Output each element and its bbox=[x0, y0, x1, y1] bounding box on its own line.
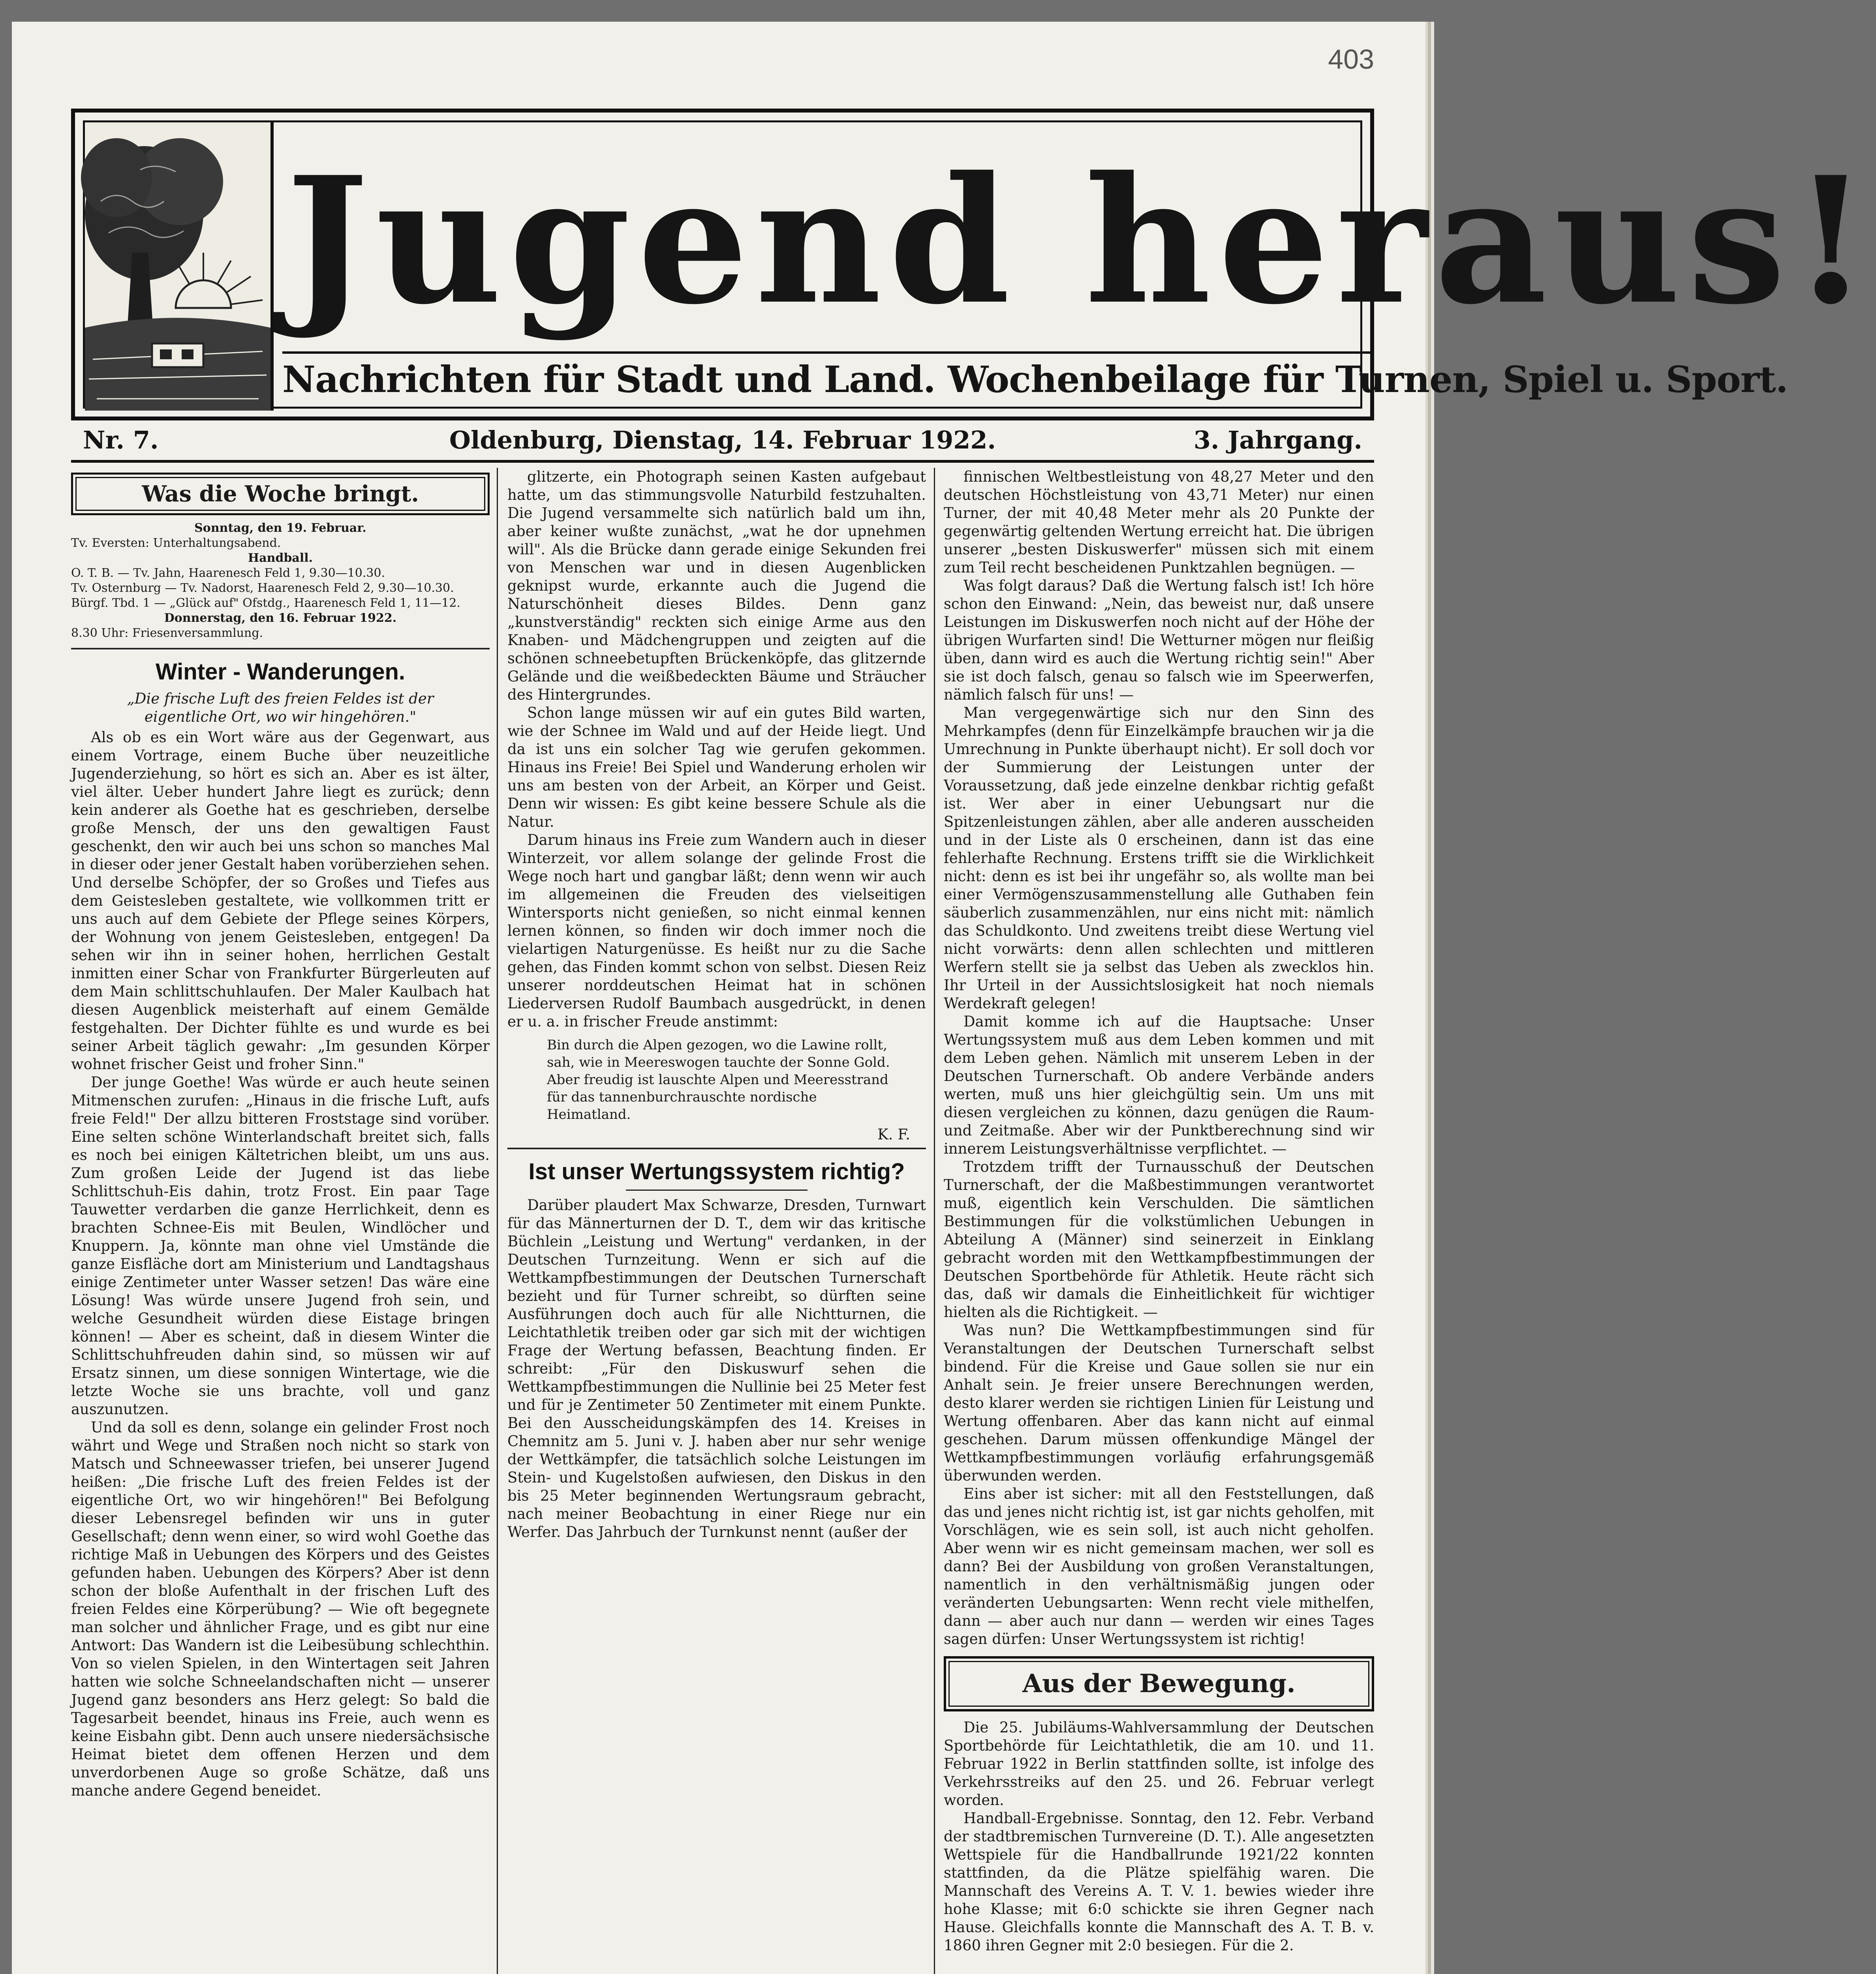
column-3 bbox=[944, 468, 1374, 1974]
news-box-title: Aus der Bewegung. bbox=[948, 1661, 1369, 1707]
article-paragraph: Der junge Goethe! Was würde er auch heute seinen Mitmenschen zurufen: „Hinaus in die frische Luft, aufs freie Feld!" Der allzu bitteren Froststage sind vorüber. Eine selten schöne Winterlandschaft breitet sich, falls es noch bei einigen Kältetrichen bleibt, um uns aus. Zum großen Leide der Jugend ist das liebe Schlittschuh-Eis dahin, trotz Frost. Ein paar Tage Tauwetter verdarben die ganze Herrlichkeit, denn es brachten Schnee-Eis mit Beulen, Windlöcher und Knuppern. Ja, könnte man ohne viel Umstände die ganze Eisfläche dort am Ministerium und Landtagshaus einige Zentimeter unter Wasser setzen! Das wäre eine Lösung! Was würde unsere Jugend froh sein, und welche Gesundheit würden diese Eistage bringen können! — Aber es scheint, daß in diesem Winter die Schlittschuhfreuden dahin sind, so müssen wir auf Ersatz sinnen, um diese sonnigen Wintertage, wie die letzte Woche sie uns brachte, voll und ganz auszunutzen. bbox=[71, 1074, 490, 1418]
schedule-line: Donnerstag, den 16. Februar 1922. bbox=[164, 611, 397, 625]
article-paragraph: Die 25. Jubiläums-Wahlversammlung der Deutschen Sportbehörde für Leichtathletik, die am 10. und 11. Februar 1922 in Berlin stattfinden sollte, ist infolge des Verkehrsstreiks auf den 25. und 26. Februar verlegt worden. bbox=[944, 1719, 1374, 1809]
masthead-title: Jugend heraus! bbox=[286, 139, 1876, 343]
schedule-line: Sonntag, den 19. Februar. bbox=[194, 521, 366, 535]
column-rule bbox=[934, 468, 935, 1974]
newspaper-page bbox=[12, 22, 1876, 1974]
column-rule bbox=[497, 468, 498, 1974]
week-schedule bbox=[71, 521, 490, 641]
week-box-title: Was die Woche bringt. bbox=[75, 477, 485, 511]
article-paragraph: Trotzdem trifft der Turnausschuß der Deutschen Turnerschaft, der die Maßbestimmungen verantwortet muß, eigentlich kein Verschulden. Die sämtlichen Bestimmungen für die volkstümlichen Uebungen in Abteilung A (Männer) sind seinerzeit in Einklang gebracht worden mit den Wettkampfbestimmungen der Deutschen Sportbehörde für Athletik. Heute rächt sich das, daß wir damals die Einheitlichkeit für wichtiger hielten als die Richtigkeit. — bbox=[944, 1158, 1374, 1321]
article-paragraph: glitzerte, ein Photograph seinen Kasten aufgebaut hatte, um das stimmungsvolle Naturbild festzuhalten. Die Jugend versammelte sich natürlich bald um ihn, aber keiner wußte zunächst, „wat he dor upnehmen will". Als die Brücke dann gerade einige Sekunden frei von Menschen war und in diesen Augenblicken geknipst wurde, erkannte auch die Jugend die Naturschönheit dieses Bildes. Denn ganz „kunstverständig" reckten sich einige Arme aus den Knaben- und Mädchengruppen und zeigten auf die schönen schneebetupften Brückenköpfe, das glitzernde Gelände und die weißbedeckten Bäume und Sträucher des Hintergrundes. bbox=[507, 468, 926, 703]
article-title: Ist unser Wertungssystem richtig? bbox=[528, 1159, 905, 1184]
article-paragraph: Darum hinaus ins Freie zum Wandern auch in dieser Winterzeit, vor allem solange der gelinde Frost die Wege noch hart und gangbar läßt; denn wenn wir auch im allgemeinen die Freuden des vielseitigen Wintersports nicht genießen, so nicht einmal kennen lernen können, so finden wir doch immer noch die vielartigen Naturgenüsse. Es heißt nur zu die Sache gehen, das Finden kommt schon von selbst. Diesen Reiz unserer norddeutschen Heimat hat in schönen Liederversen Rudolf Baumbach ausgedrückt, in denen er u. a. in frischer Freude anstimmt: bbox=[507, 831, 926, 1030]
schedule-line: Tv. Eversten: Unterhaltungsabend. bbox=[71, 536, 281, 550]
article-paragraph: Was nun? Die Wettkampfbestimmungen sind für Veranstaltungen der Deutschen Turnerschaft selbst bindend. Für die Kreise und Gaue sollen sie nur ein Anhalt sein. Je freier unsere Berechnungen werden, desto klarer werden sie richtigen Linien für Leistung und Wertung offenbaren. Aber das kann nicht auf einmal geschehen. Darum müssen offenkundige Mängel der Wettkampfbestimmungen vorläufig erfahrungsgemäß überwunden werden. bbox=[944, 1322, 1374, 1484]
schedule-line: Tv. Osternburg — Tv. Nadorst, Haarenesch Feld 2, 9.30—10.30. bbox=[71, 581, 454, 595]
article-paragraph: Und da soll es denn, solange ein gelinder Frost noch währt und Wege und Straßen noch nicht so stark von Matsch und Schneewasser triefen, bei unserer Jugend heißen: „Die frische Luft des freien Feldes ist der eigentliche Ort, wo wir hingehören!" Bei Befolgung dieser Lebensregel befinden wir uns in guter Gesellschaft; denn wenn einer, so wird wohl Goethe das richtige Maß in Uebungen des Körpers und des Geistes gefunden haben. Uebungen des Körpers? Aber ist denn schon der bloße Aufenthalt in der frischen Luft des freien Feldes eine Körperübung? — Wie oft begegnete man solcher und ähnlicher Frage, und es gibt nur eine Antwort: Das Wandern ist die Leibesübung schlechthin. Von so vielen Spielen, in den Wintertagen seit Jahren hatten wie solche Schneelandschaften nicht — unserer Jugend ganz besonders ans Herz gelegt: So bald die Tagesarbeit beendet, hinaus ins Freie, auch wenn es keine Eisbahn gibt. Denn auch unsere niedersächsische Heimat bietet dem offenen Herzen und dem unverdorbenen Auge so große Schätze, daß uns manche andere Gegend beneidet. bbox=[71, 1419, 490, 1799]
poem-line: Aber freudig ist lauschte Alpen und Meeresstrand bbox=[547, 1072, 888, 1088]
news-box bbox=[944, 1656, 1374, 1711]
article-paragraph: finnischen Weltbestleistung von 48,27 Meter und den deutschen Höchstleistung von 43,71 Meter) nur einen Turner, der mit 40,48 Meter mehr als 20 Punkte der gegenwärtig geltenden Wertung erreicht hat. Die übrigen unserer „besten Diskuswerfer" müssen sich mit einem zum Teil recht bescheidenen Punktzahlen begnügen. — bbox=[944, 468, 1374, 576]
schedule-line: O. T. B. — Tv. Jahn, Haarenesch Feld 1, 9.30—10.30. bbox=[71, 566, 385, 580]
column-2 bbox=[507, 468, 926, 1974]
article-paragraph: Man vergegenwärtige sich nur den Sinn des Mehrkampfes (denn für Einzelkämpfe brauchen wir ja die Umrechnung in Punkte überhaupt nicht). Er soll doch vor der Summierung der Leistungen unter der Voraussetzung, daß jede einzelne denkbar richtig gefaßt ist. Wer aber in einer Uebungsart nur die Spitzenleistungen zählen, aber alle anderen ausscheiden und in der Liste als 0 erscheinen, dann ist das eine fehlerhafte Rechnung. Erstens trifft sie die Wirklichkeit nicht: denn es ist bei ihr ungefähr so, als wollte man bei einer Vermögenszusammenstellung alle Guthaben fein säuberlich zusammenzählen, nur eins nicht mit: nämlich das Schuldkonto. Und zweitens treibt diese Wertung viel nicht vorwärts: denn allen schlechten und mittleren Werfern stellt sie ja selbst das Ueben als zwecklos hin. Ihr Urteil in der Aussichtslosigkeit hat noch niemals Werdekraft gelegen! bbox=[944, 704, 1374, 1012]
volume: 3. Jahrgang. bbox=[1193, 426, 1362, 454]
schedule-line: Handball. bbox=[248, 551, 313, 565]
poem-line: für das tannenburchrauschte nordische Heimatland. bbox=[547, 1089, 817, 1122]
masthead-illustration bbox=[85, 122, 274, 411]
masthead bbox=[71, 109, 1876, 420]
place-date: Oldenburg, Dienstag, 14. Februar 1922. bbox=[449, 426, 996, 454]
week-box bbox=[71, 473, 490, 515]
page-number: 403 bbox=[1328, 44, 1374, 75]
article-paragraph: Damit komme ich auf die Hauptsache: Unser Wertungssystem muß aus dem Leben kommen und mit dem Leben gehen. Nämlich mit unserem Leben in der Deutschen Turnerschaft. Ob andere Verbände anders werten, muß uns hier gleichgültig sein. Um uns mit diesen vergleichen zu können, dazu genügen die Raum- und Zeitmaße. Aber wir der Punktberechnung sind wir innerem Leistungsverhältnisse verpflichtet. — bbox=[944, 1013, 1374, 1157]
article-title: Winter - Wanderungen. bbox=[155, 659, 406, 685]
article-paragraph: Darüber plaudert Max Schwarze, Dresden, Turnwart für das Männerturnen der D. T., dem wir das kritische Büchlein „Leistung und Wertung" verdanken, in der Deutschen Turnzeitung. Wenn er sich auf die Wettkampfbestimmungen der Deutschen Turnerschaft bezieht und für Turner schreibt, so dürften seine Ausführungen doch auch für alle Nichtturnen, die Leichtathletik treiben oder gar sich mit der wichtigen Frage der Wertung befassen, Beachtung finden. Er schreibt: „Für den Diskuswurf sehen die Wettkampfbestimmungen die Nullinie bei 25 Meter fest und für je Zentimeter 50 Zentimeter mit einem Punkte. Bei den Ausscheidungskämpfen des 14. Kreises in Chemnitz am 5. Juni v. J. haben aber nur sehr wenige der Wettkämpfer, die tatsächlich solche Leistungen im Stein- und Kugelstoßen aufwiesen, den Diskus in den bis 25 Meter beginnenden Wertungsraum gebracht, nach meiner Beobachtung in einer Riege nur ein Werfer. Das Jahrbuch der Turnkunst nennt (außer der bbox=[507, 1197, 926, 1541]
article-paragraph: Schon lange müssen wir auf ein gutes Bild warten, wie der Schnee im Wald und auf der Heide liegt. Und da ist uns ein solcher Tag wie gerufen gekommen. Hinaus ins Freie! Bei Spiel und Wanderung erholen wir uns am besten von der Arbeit, an Körper und Geist. Denn wir wissen: Es gibt keine bessere Schule als die Natur. bbox=[507, 704, 926, 830]
schedule-line: 8.30 Uhr: Friesenversammlung. bbox=[71, 626, 263, 640]
tree-landscape-icon bbox=[85, 122, 270, 411]
issue-number: Nr. 7. bbox=[83, 426, 159, 454]
article-motto: „Die frische Luft des freien Feldes ist der eigentliche Ort, wo wir hingehören." bbox=[127, 690, 434, 725]
article-paragraph: Als ob es ein Wort wäre aus der Gegenwart, aus einem Vortrage, einem Buche über neuzeitliche Jugenderziehung, so hört es sich an. Aber es ist älter, viel älter. Ueber hundert Jahre liegt es zurück; denn kein anderer als Goethe hat es geschrieben, derselbe große Mensch, der uns den gewaltigen Faust geschenkt, den wir auch bei uns schon so manches Mal in dieser oder jener Gestalt haben vorüberziehen sehen. Und derselbe Schöpfer, der so Großes und Tiefes aus dem Geistesleben gestaltete, wie vollkommen tritt er uns auch auf dem Gebiete der Pflege seines Körpers, der Wohnung von jenem Geistesleben, entgegen! Da sehen wir ihn in seiner hohen, herrlichen Gestalt inmitten einer Schar von Frankfurter Bürgerleuten auf dem Main schlittschuhlaufen. Der Maler Kaulbach hat diesen Augenblick meisterhaft auf einem Gemälde festgehalten. Der Dichter fühlte es und wurde es bei seiner Arbeit täglich gewahr: „Im gesunden Körper wohnet frischer Geist und froher Sinn." bbox=[71, 729, 490, 1073]
masthead-subtitle: Nachrichten für Stadt und Land. Wochenbeilage für Turnen, Spiel u. Sport. bbox=[282, 351, 1372, 405]
article-paragraph: Handball-Ergebnisse. Sonntag, den 12. Febr. Verband der stadtbremischen Turnvereine (D. T.). Alle angesetzten Wettspiele für die Handballrunde 1921/22 konnten stattfinden, da die Plätze spielfähig waren. Die Mannschaft des Vereins A. T. V. 1. bewies wieder ihre hohe Klasse; mit 6:0 schickte sie ihren Gegner nach Hause. Gleichfalls konnte die Mannschaft des A. T. B. v. 1860 ihren Gegner mit 2:0 besiegen. Für die 2. bbox=[944, 1810, 1374, 1954]
article-paragraph: Was folgt daraus? Daß die Wertung falsch ist! Ich höre schon den Einwand: „Nein, das beweist nur, daß unsere Leistungen im Diskuswerfen noch nicht auf der Höhe der übrigen Wurfarten sind! Die Wetturner mögen nur fleißig üben, dann wird es auch die Wertung richtig sein!" Aber sie ist doch falsch, genau so falsch wie im Speerwerfen, nämlich falsch für uns! — bbox=[944, 577, 1374, 703]
column-1 bbox=[71, 468, 490, 1974]
dateline bbox=[71, 420, 1374, 463]
schedule-line: Bürgf. Tbd. 1 — „Glück auf" Ofstdg., Haarenesch Feld 1, 11—12. bbox=[71, 596, 460, 610]
article-paragraph: Eins aber ist sicher: mit all den Feststellungen, daß das und jenes nicht richtig ist, ist gar nichts geholfen, mit Vorschlägen, wie es sein soll, ist auch nicht geholfen. Aber wenn wir es nicht gemeinsam machen, wer soll es dann? Bei der Ausbildung von großen Veranstaltungen, namentlich in den verhältnismäßig jungen oder veränderten Uebungsarten: Wenn recht viele mithelfen, dann — aber auch nur dann — werden wir eines Tages sagen dürfen: Unser Wertungssystem ist richtig! bbox=[944, 1485, 1374, 1648]
poem-line: Bin durch die Alpen gezogen, wo die Lawine rollt, bbox=[547, 1037, 888, 1053]
poem bbox=[547, 1036, 902, 1123]
poem-line: sah, wie in Meereswogen tauchte der Sonne Gold. bbox=[547, 1055, 890, 1070]
article-signature: K. F. bbox=[877, 1126, 910, 1143]
